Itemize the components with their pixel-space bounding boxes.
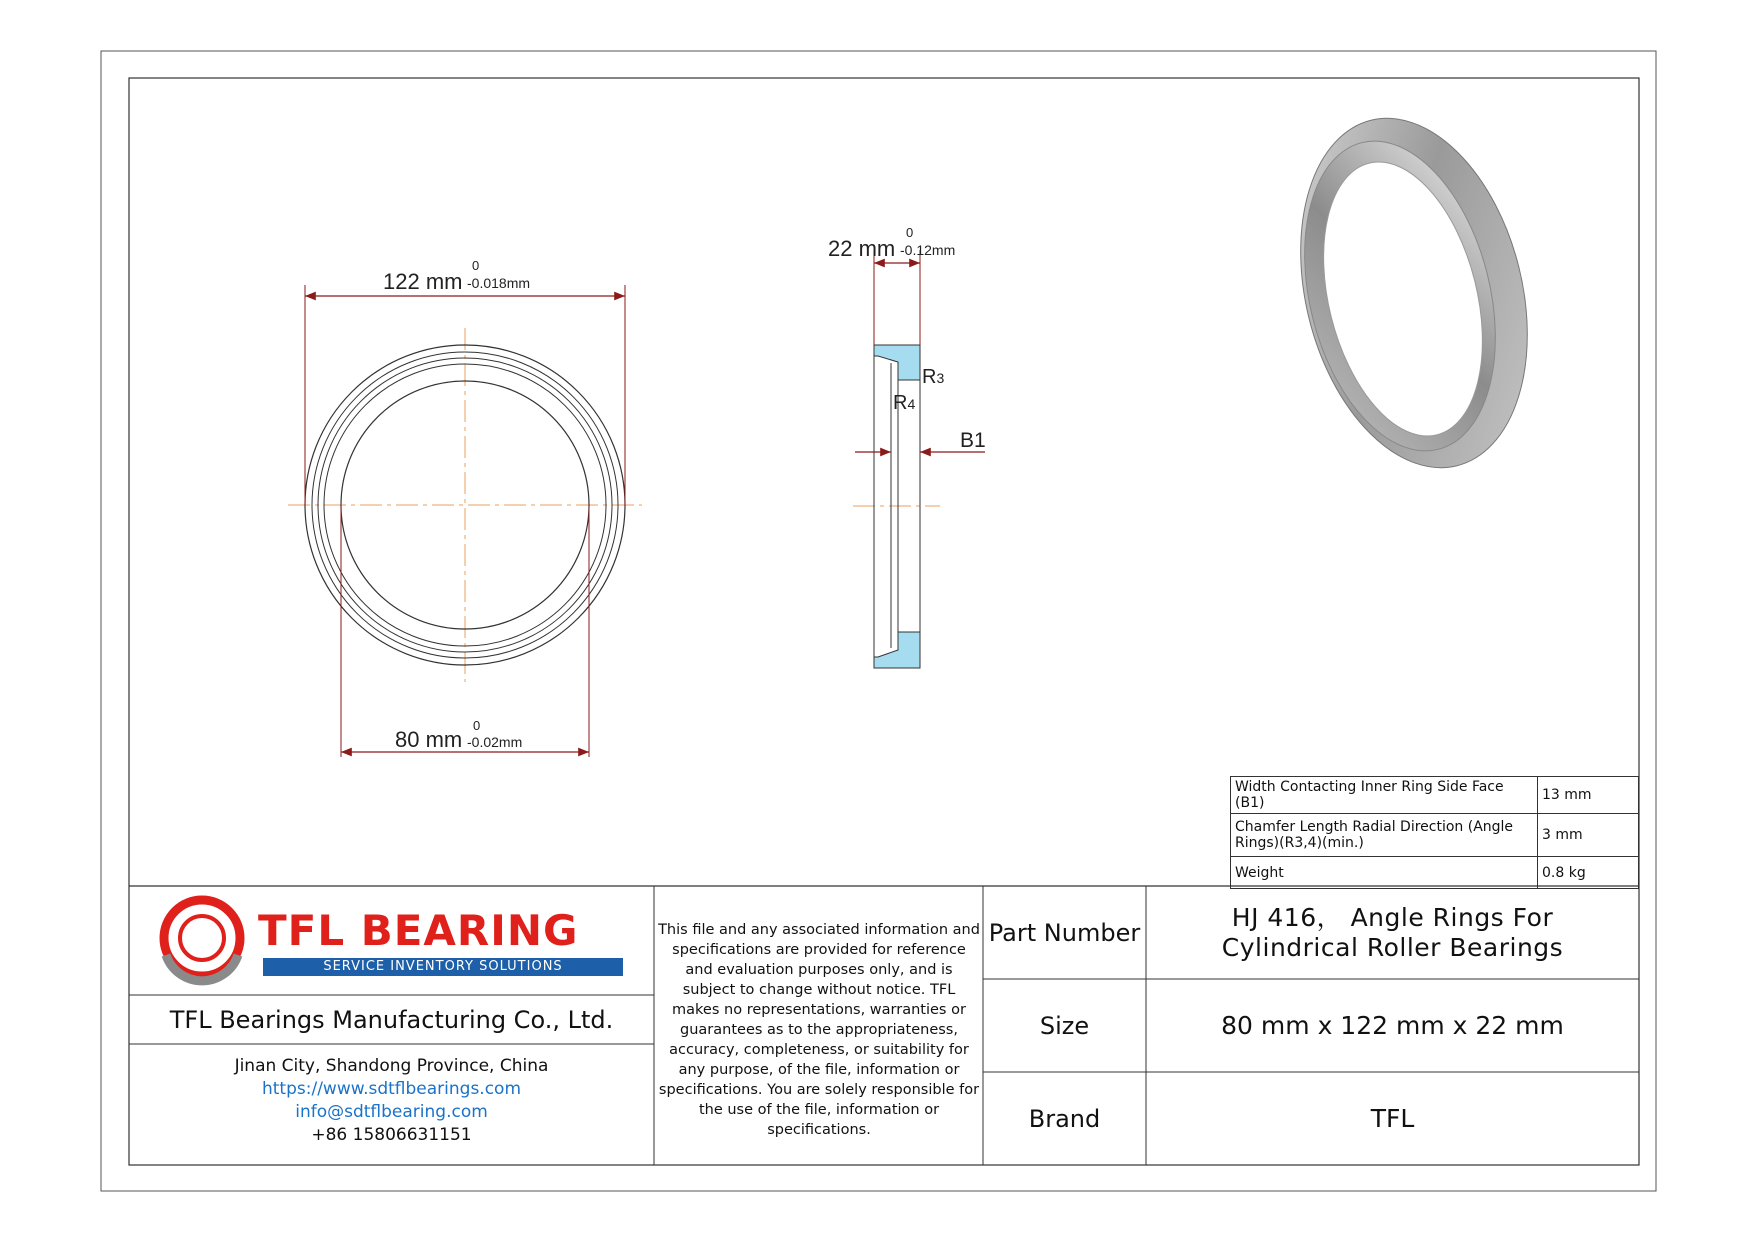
spec-value-b1: 13 mm xyxy=(1538,777,1639,814)
brand-value: TFL xyxy=(1370,1104,1415,1133)
company-email-link[interactable]: info@sdtflbearing.com xyxy=(295,1102,488,1122)
inner-diameter-lower-tol: -0.02mm xyxy=(467,734,523,750)
width-lower-tol: -0.12mm xyxy=(900,242,956,258)
b1-label: B1 xyxy=(960,429,986,452)
spec-value-chamfer: 3 mm xyxy=(1538,814,1639,857)
company-name: TFL Bearings Manufacturing Co., Ltd. xyxy=(169,1006,614,1034)
disclaimer-text: This file and any associated information and specifications are provided for reference and evaluation purposes only, and is subject to change without notice. TFL makes no representations, warranties or guarantees as to the appropriateness, accuracy, completeness, or suitability for any purpose, of the file, information or specifications. You are solely responsible for the use of the file, information or specifications. xyxy=(658,922,980,1138)
spec-label-weight: Weight xyxy=(1231,857,1538,889)
brand-label: Brand xyxy=(1028,1104,1101,1133)
part-number-value: HJ 416， Angle Rings For Cylindrical Roller Bearings xyxy=(1221,902,1564,962)
ring-3d-render xyxy=(1266,94,1562,492)
width-upper-tol: 0 xyxy=(906,225,914,240)
logo-mark xyxy=(164,900,240,981)
outer-diameter-upper-tol: 0 xyxy=(472,258,480,273)
r4-label: R4 xyxy=(893,392,916,414)
size-value: 80 mm x 122 mm x 22 mm xyxy=(1221,1011,1564,1040)
section-top-profile xyxy=(874,345,920,380)
inner-diameter-upper-tol: 0 xyxy=(473,718,481,733)
outer-diameter-lower-tol: -0.018mm xyxy=(467,275,531,291)
front-view xyxy=(288,258,642,757)
size-label: Size xyxy=(1039,1011,1090,1040)
section-bottom-profile xyxy=(874,632,920,668)
r3-label: R3 xyxy=(922,366,945,388)
part-number-label: Part Number xyxy=(988,918,1141,947)
logo-brand: TFL BEARING xyxy=(258,906,579,955)
company-website-link[interactable]: https://www.sdtflbearings.com xyxy=(261,1079,522,1099)
ring-circle-2 xyxy=(312,352,618,658)
company-address: Jinan City, Shandong Province, China xyxy=(234,1056,549,1076)
company-contact xyxy=(129,1055,654,1147)
spec-label-chamfer: Chamfer Length Radial Direction (Angle Rings)(R3,4)(min.) xyxy=(1231,814,1538,857)
logo-tagline: SERVICE INVENTORY SOLUTIONS xyxy=(263,958,623,976)
outer-diameter-value: 122 mm xyxy=(383,269,463,294)
spec-value-weight: 0.8 kg xyxy=(1538,857,1639,889)
section-view xyxy=(828,225,986,668)
spec-table xyxy=(1230,776,1639,889)
width-value: 22 mm xyxy=(828,236,896,261)
company-phone: +86 15806631151 xyxy=(311,1125,472,1145)
inner-diameter-value: 80 mm xyxy=(395,727,463,752)
spec-label-b1: Width Contacting Inner Ring Side Face (B1) xyxy=(1231,777,1538,814)
